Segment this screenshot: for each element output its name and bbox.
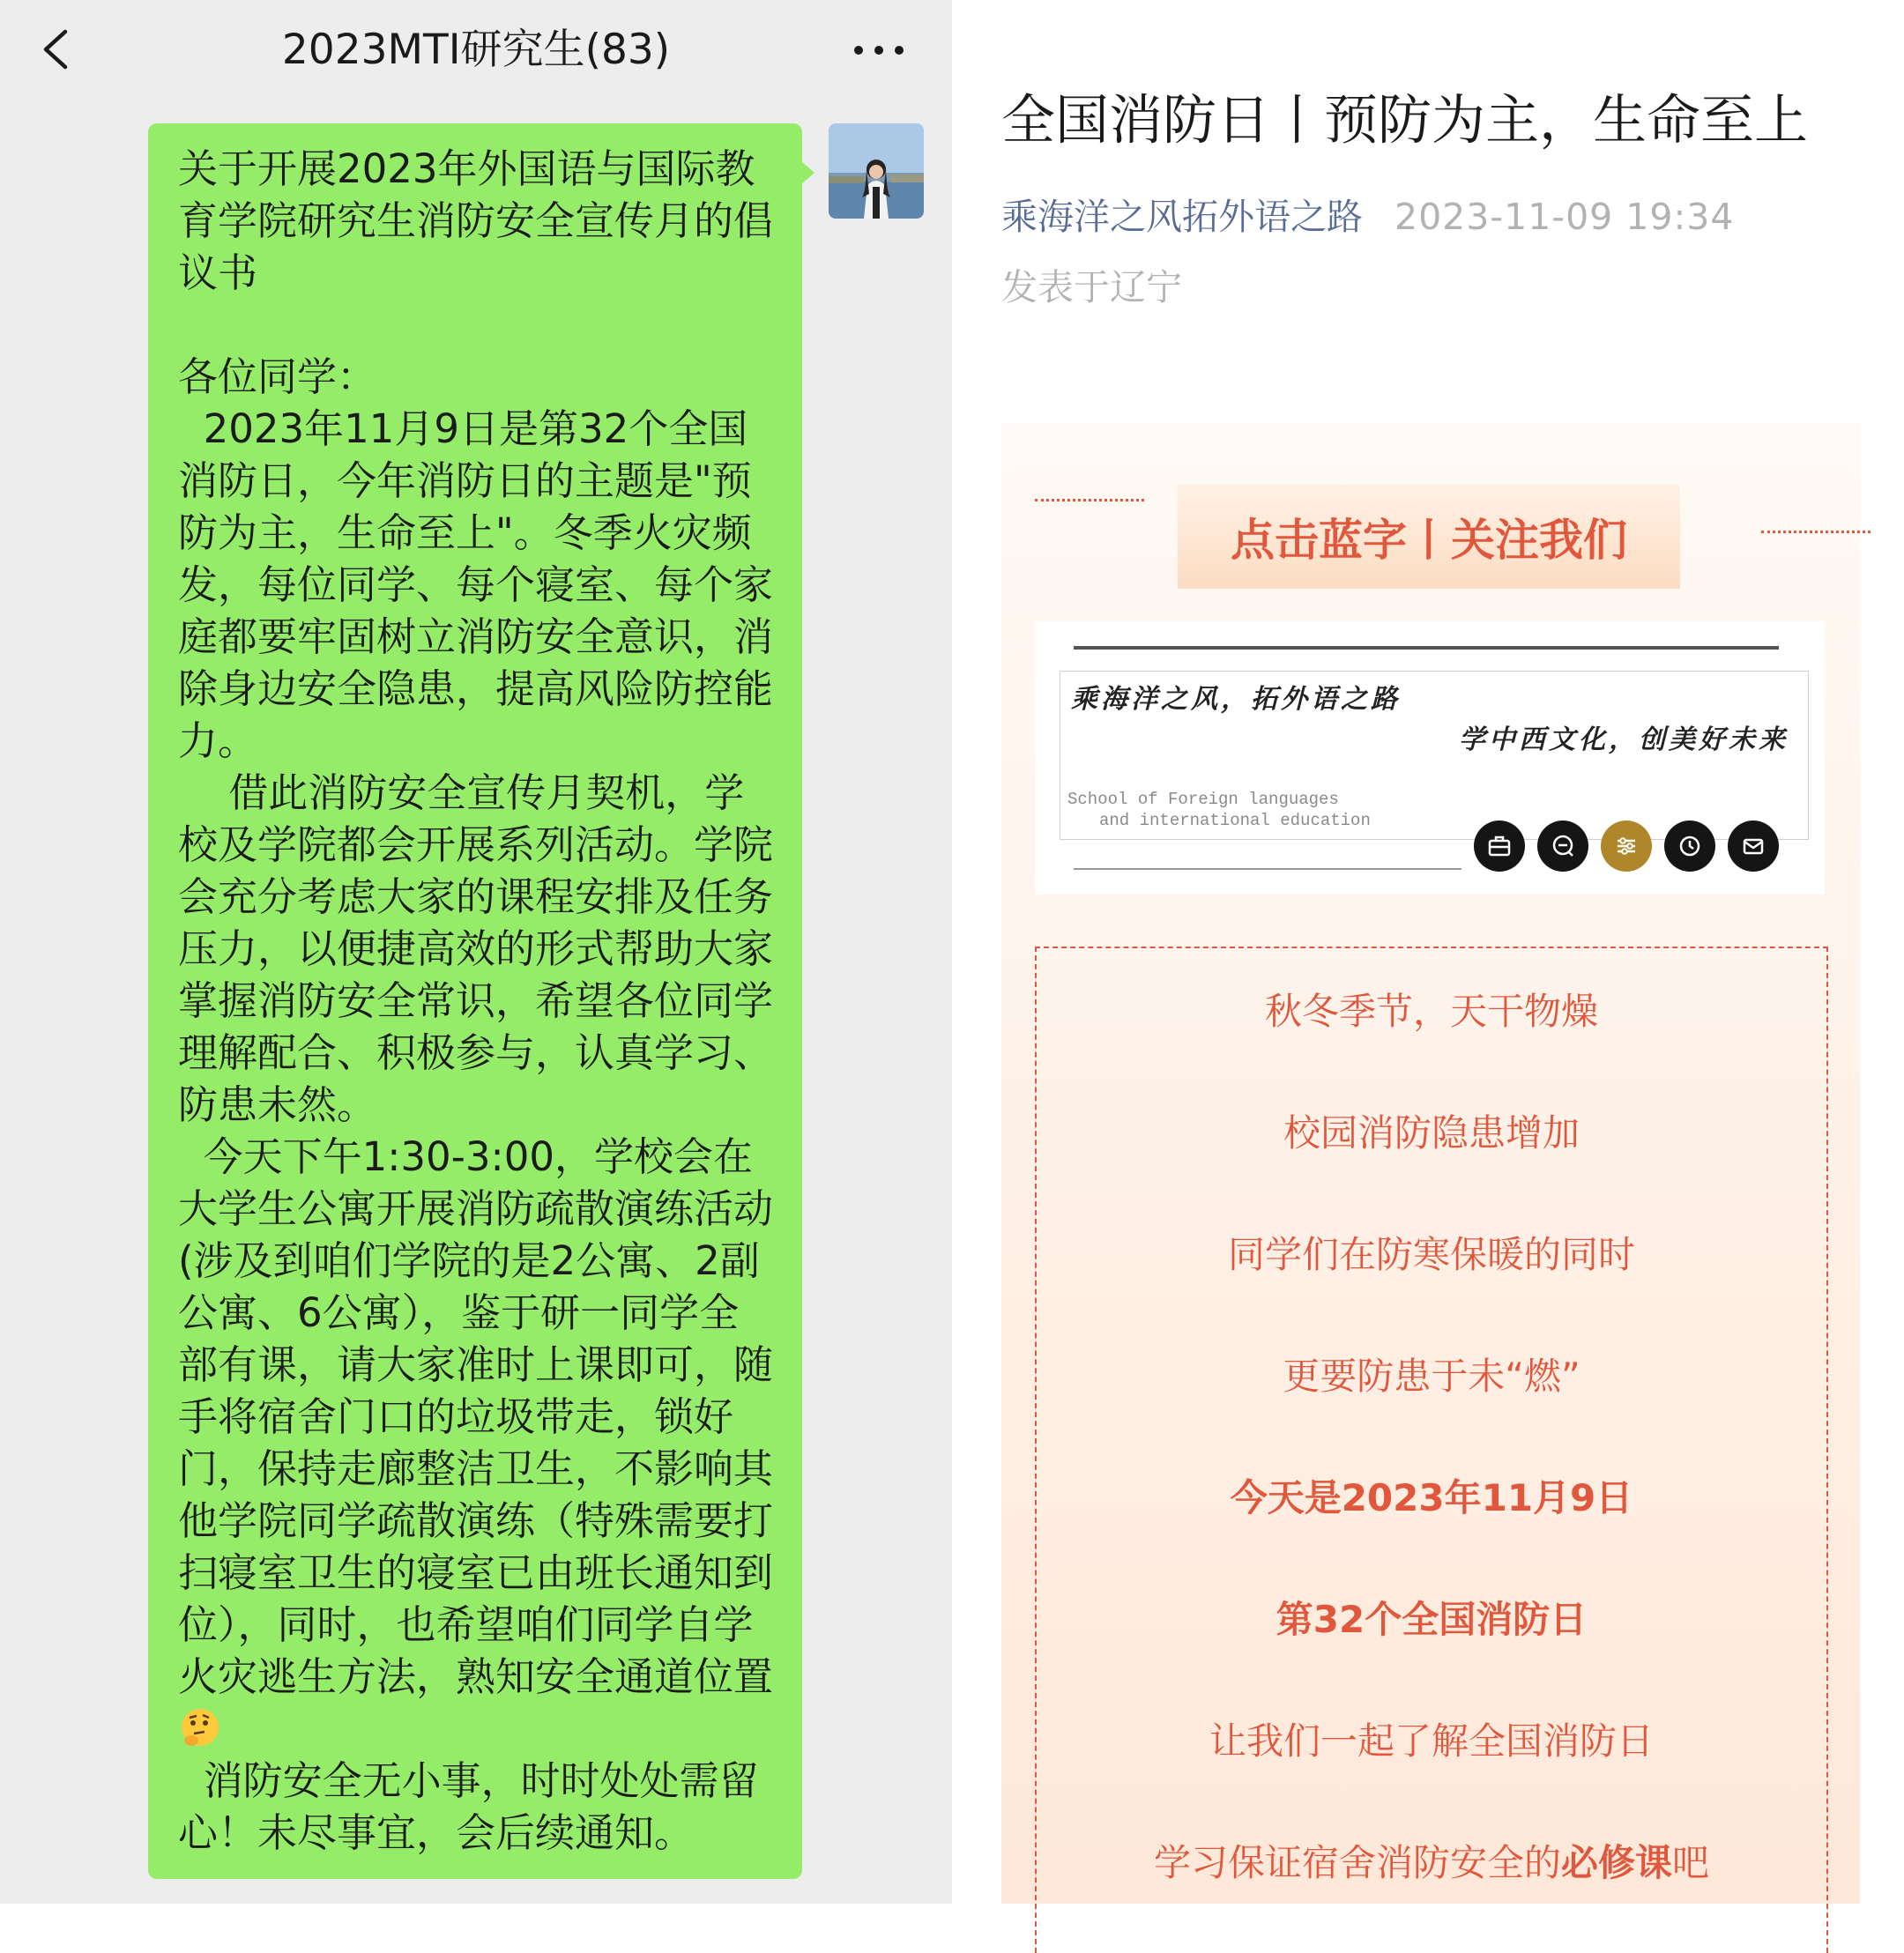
briefcase-icon — [1474, 821, 1525, 872]
chat-icon — [1537, 821, 1588, 872]
avatar[interactable] — [829, 123, 924, 219]
logo-bottom-rule — [1074, 868, 1461, 870]
avatar-image — [829, 123, 924, 219]
poem-line: 更要防患于未“燃” — [1283, 1355, 1580, 1398]
poem-line: 秋冬季节，天干物燥 — [1264, 990, 1598, 1033]
chat-panel — [0, 0, 952, 1904]
mail-icon — [1728, 821, 1779, 872]
article-author-link[interactable]: 乘海洋之风拓外语之路 — [1001, 196, 1363, 238]
follow-banner-text: 点击蓝字丨关注我们 — [1231, 515, 1627, 566]
poem-line: 今天是2023年11月9日 — [1230, 1476, 1633, 1519]
poem-line: 同学们在防寒保暖的同时 — [1227, 1233, 1635, 1276]
sliders-icon — [1601, 821, 1652, 872]
more-dots-icon — [848, 26, 910, 71]
article-title: 全国消防日丨预防为主，生命至上 — [1001, 89, 1809, 152]
poem-line: 校园消防隐患增加 — [1283, 1111, 1580, 1155]
school-name-en-2: and international education — [1099, 811, 1371, 830]
article-date: 2023-11-09 19:34 — [1395, 196, 1735, 238]
message-text — [178, 143, 777, 1859]
poem-text: 学习保证宿舍消防安全的 — [1153, 1841, 1561, 1884]
article-location: 发表于辽宁 — [1001, 266, 1182, 308]
more-button[interactable] — [848, 26, 910, 71]
message-closing: 消防安全无小事，时时处处需留心！未尽事宜，会后续通知。 — [178, 1757, 759, 1856]
motto-line-2: 学中西文化，创美好未来 — [1459, 724, 1789, 755]
clock-icon — [1664, 821, 1715, 872]
motto-line-1: 乘海洋之风，拓外语之路 — [1071, 684, 1401, 715]
bubble-tail — [800, 160, 814, 185]
poem-box — [1035, 947, 1828, 1953]
message-bubble[interactable] — [148, 123, 802, 1879]
school-logo-banner — [1035, 621, 1825, 895]
poem-text: 吧 — [1672, 1841, 1710, 1884]
chat-header — [0, 0, 952, 101]
school-name-en-1: School of Foreign languages — [1067, 790, 1339, 809]
chat-title: 2023MTI研究生(83) — [281, 26, 671, 74]
poem-line: 第32个全国消防日 — [1276, 1598, 1588, 1641]
divider-dots-left — [1035, 499, 1144, 501]
article-content — [1001, 423, 1860, 1904]
logo-icon-row — [1474, 821, 1779, 872]
article-panel — [952, 0, 1904, 1904]
poem-emphasis: 必修课 — [1560, 1841, 1672, 1884]
thinking-face-emoji-icon — [178, 1705, 222, 1749]
poem-line: 让我们一起了解全国消防日 — [1209, 1719, 1654, 1763]
divider-dots-right — [1761, 531, 1871, 533]
logo-box — [1060, 671, 1809, 840]
message-body: 关于开展2023年外国语与国际教育学院研究生消防安全宣传月的倡议书 各位同学： 2023年11月9日是第32个全国消防日，今年消防日的主题是"预防为主，生命至上"。冬季火灾频发，每位同学、每个寝室、每个家庭都要牢固树立消防安全意识，消除身边安全隐患，提高风险防控能力。 借此消防安全宣传月契机，学校及学院都会开展系列活动。学院会充分考虑大家的课程安排及任务压力，以便捷高效的形式帮助大家掌握消防安全常识，希望各位同学理解配合、积极参与，认真学习、防患未然。 今天下午1:30-3:00，学校会在大学生公寓开展消防疏散演练活动(涉及到咱们学院的是2公寓、2副公寓、6公寓），鉴于研一同学全部有课，请大家准时上课即可，随手将宿舍门口的垃圾带走，锁好门，保持走廊整洁卫生，不影响其他学院同学疏散演练（特殊需要打扫寝室卫生的寝室已由班长通知到位），同时，也希望咱们同学自学火灾逃生方法，熟知安全通道位置 — [178, 145, 774, 1700]
follow-banner[interactable] — [1178, 485, 1680, 589]
logo-top-rule — [1074, 646, 1779, 650]
poem-line-last — [1037, 1837, 1826, 1890]
